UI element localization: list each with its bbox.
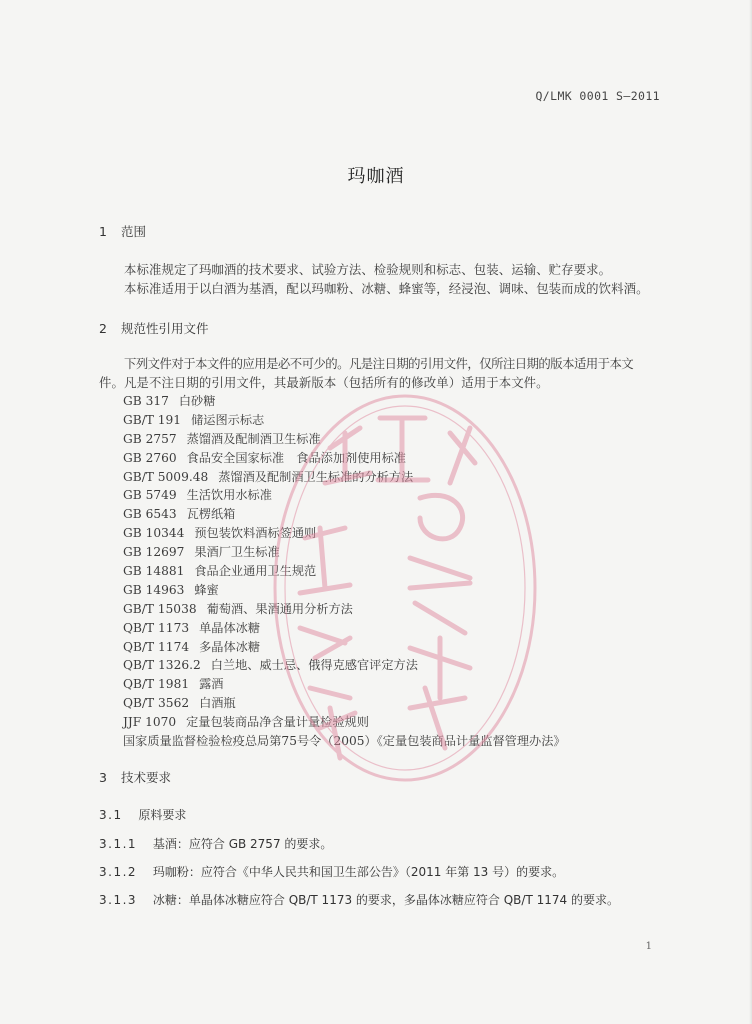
reference-code: GB 6543	[123, 507, 177, 522]
clause-number: 3.1.2	[99, 865, 138, 879]
reference-item	[123, 600, 566, 619]
page-number: 1	[645, 941, 652, 952]
section-title: 技术要求	[120, 770, 171, 785]
reference-item	[123, 675, 566, 694]
reference-name: 储运图示标志	[191, 412, 265, 427]
reference-code: GB/T 5009.48	[123, 469, 209, 484]
reference-name: 多晶体冰糖	[199, 639, 261, 654]
reference-code: GB 5749	[123, 488, 177, 503]
subsection-3-1-heading	[99, 806, 186, 823]
reference-name: 国家质量监督检验检疫总局第75号令（2005）《定量包装商品计量监督管理办法》	[123, 734, 566, 749]
reference-name: 露酒	[199, 677, 224, 692]
reference-item	[123, 581, 566, 600]
clause-3-1-3	[99, 891, 619, 908]
reference-name: 白砂糖	[178, 394, 216, 408]
reference-code: QB/T 1326.2	[123, 658, 201, 673]
reference-item	[123, 505, 566, 524]
document-title: 玛咖酒	[347, 166, 405, 187]
clause-number: 3.1.3	[99, 893, 138, 907]
reference-name: 果酒厂卫生标准	[194, 545, 280, 560]
section-number: 1	[99, 224, 107, 239]
reference-item	[123, 562, 566, 581]
reference-item	[123, 449, 566, 468]
reference-item	[123, 468, 566, 487]
reference-name: 生活饮用水标准	[186, 488, 272, 503]
references-intro-line-1: 下列文件对于本文件的应用是必不可少的。凡是注日期的引用文件，仅所注日期的版本适用于本文	[124, 356, 634, 371]
standard-code: Q/LMK 0001 S—2011	[535, 89, 660, 103]
reference-code: GB 14963	[123, 582, 185, 597]
reference-name: 蜂蜜	[194, 582, 219, 597]
reference-item	[123, 430, 566, 449]
reference-code: GB/T 191	[123, 412, 182, 427]
clause-text: 冰糖：单晶体冰糖应符合 QB/T 1173 的要求，多晶体冰糖应符合 QB/T 1174 的要求。	[152, 893, 619, 907]
reference-code: QB/T 1173	[123, 620, 190, 635]
reference-name: 蒸馏酒及配制酒卫生标准的分析方法	[218, 469, 414, 484]
reference-item	[123, 732, 566, 751]
reference-name: 葡萄酒、果酒通用分析方法	[206, 601, 353, 616]
reference-item	[123, 486, 566, 505]
reference-code: GB/T 15038	[123, 601, 197, 616]
section-title: 范围	[120, 224, 146, 239]
reference-code: GB 2760	[123, 450, 177, 465]
reference-item	[123, 694, 566, 713]
reference-item	[123, 713, 566, 732]
reference-list	[123, 392, 566, 751]
reference-name: 食品安全国家标准 食品添加剂使用标准	[186, 450, 406, 465]
reference-name: 白酒瓶	[199, 696, 236, 711]
scope-paragraph-1: 本标准规定了玛咖酒的技术要求、试验方法、检验规则和标志、包装、运输、贮存要求。	[124, 262, 612, 277]
reference-item	[123, 411, 566, 430]
reference-name: 预包装饮料酒标签通则	[194, 526, 317, 541]
section-3-heading	[99, 768, 171, 786]
reference-item	[123, 619, 566, 638]
subsection-title: 原料要求	[138, 808, 187, 822]
scope-paragraph-2: 本标准适用于以白酒为基酒，配以玛咖粉、冰糖、蜂蜜等，经浸泡、调味、包装而成的饮料酒。	[124, 281, 649, 296]
section-1-heading	[99, 222, 146, 240]
reference-item	[123, 524, 566, 543]
reference-name: 单晶体冰糖	[199, 620, 261, 635]
section-number: 2	[99, 321, 107, 336]
section-2-heading	[99, 319, 209, 337]
reference-code: GB 2757	[123, 431, 177, 446]
reference-item	[123, 638, 566, 657]
reference-name: 定量包装商品净含量计量检验规则	[186, 715, 369, 730]
subsection-number: 3.1	[99, 808, 123, 822]
reference-code: GB 12697	[123, 545, 185, 560]
references-intro-line-2: 件。凡是不注日期的引用文件，其最新版本（包括所有的修改单）适用于本文件。	[99, 375, 549, 390]
reference-code: GB 10344	[123, 526, 185, 541]
clause-text: 基酒：应符合 GB 2757 的要求。	[152, 837, 333, 851]
reference-item	[123, 656, 566, 675]
reference-code: JJF 1070	[123, 715, 177, 730]
reference-name: 蒸馏酒及配制酒卫生标准	[186, 431, 321, 446]
clause-3-1-1	[99, 835, 332, 852]
reference-code: GB 317	[123, 394, 169, 408]
clause-3-1-2	[99, 863, 564, 880]
reference-code: QB/T 1174	[123, 639, 190, 654]
reference-code: QB/T 3562	[123, 696, 190, 711]
reference-name: 食品企业通用卫生规范	[194, 564, 317, 579]
reference-item	[123, 392, 566, 411]
reference-name: 瓦楞纸箱	[186, 507, 236, 522]
reference-name: 白兰地、威士忌、俄得克感官评定方法	[210, 658, 418, 673]
reference-code: QB/T 1981	[123, 677, 190, 692]
section-number: 3	[99, 770, 107, 785]
clause-text: 玛咖粉：应符合《中华人民共和国卫生部公告》（2011 年第 13 号）的要求。	[152, 865, 565, 879]
clause-number: 3.1.1	[99, 837, 138, 851]
reference-code: GB 14881	[123, 564, 185, 579]
section-title: 规范性引用文件	[120, 321, 209, 336]
reference-item	[123, 543, 566, 562]
